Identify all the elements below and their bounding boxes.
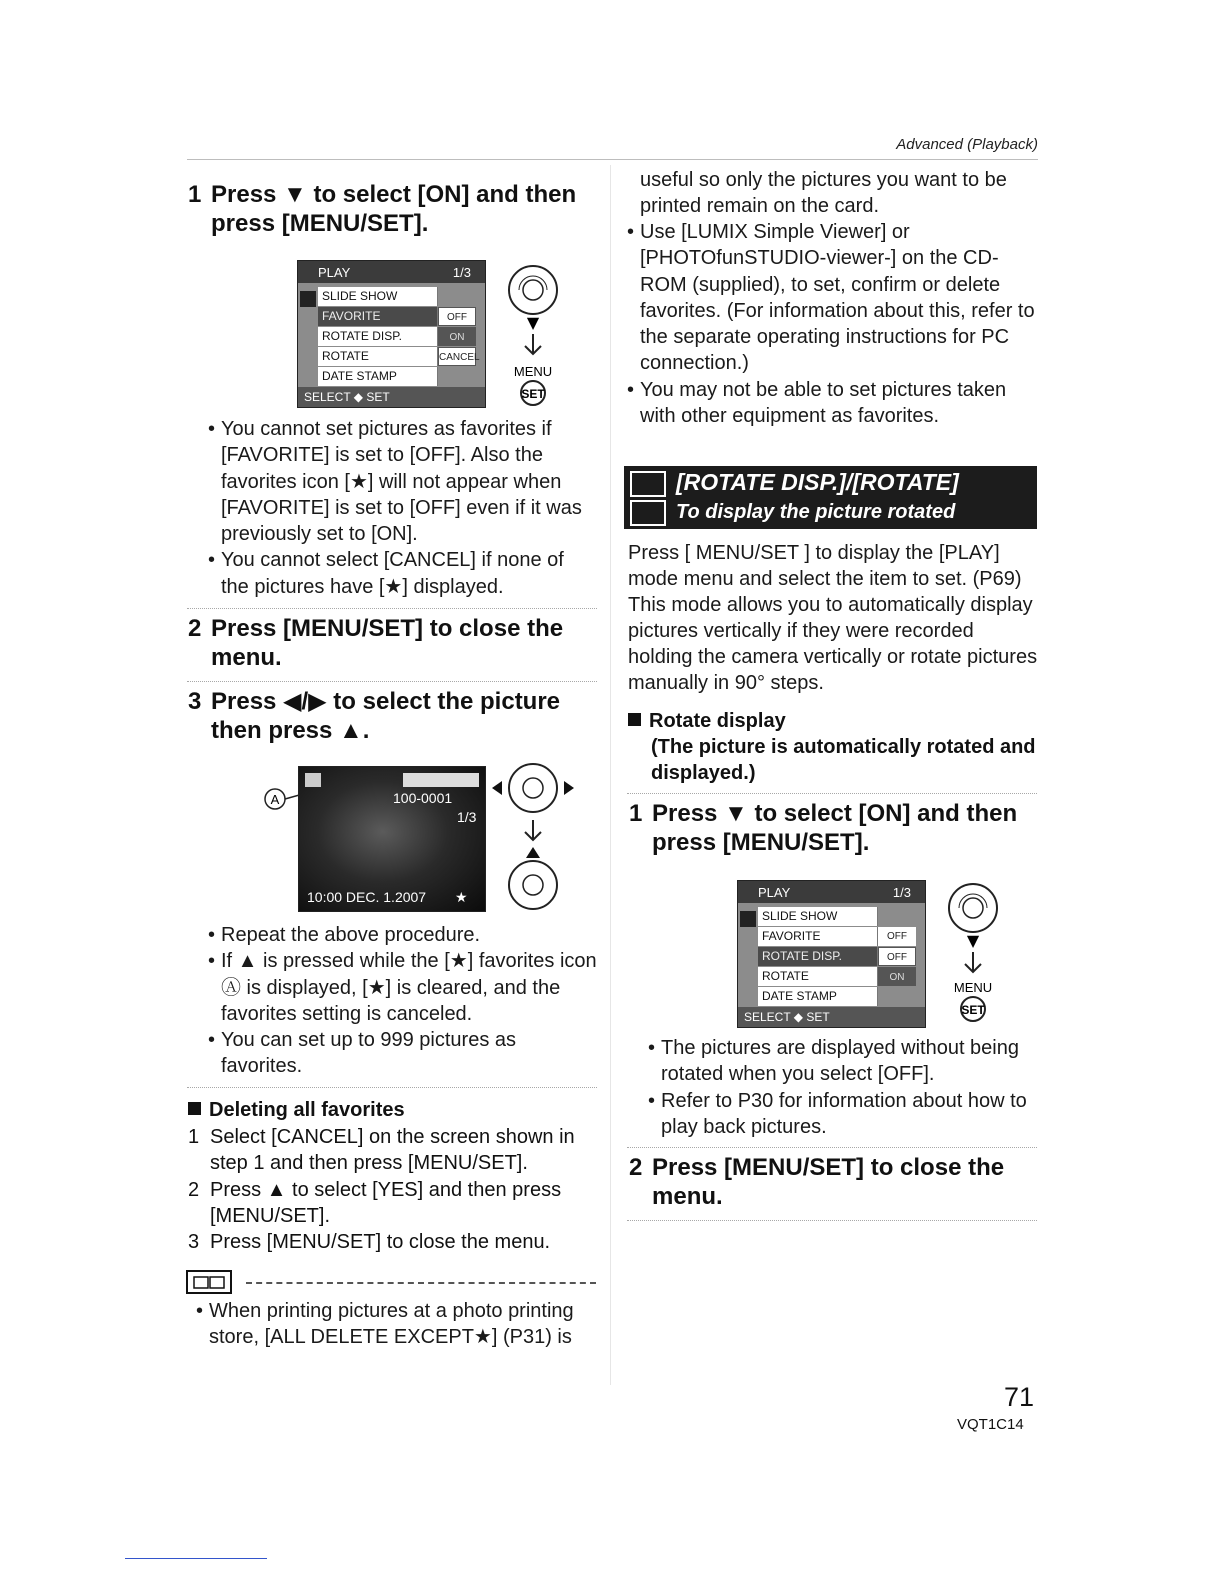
rotate-intro: Press [ MENU/SET ] to display the [PLAY] mode menu and select the item to set. (P69) This mode allows you to automatically display pictures vertically if they were recorded holding the camera vertically or rotate pictures manually in 90° steps.: [628, 542, 1038, 694]
flow-arrow-icon: [965, 952, 981, 972]
right-step-1: [629, 799, 1039, 857]
section-title: [ROTATE DISP.]/[ROTATE]: [676, 469, 959, 495]
bullet-item: • Repeat the above procedure.: [208, 922, 598, 948]
step-text: Press [MENU/SET] to close the menu.: [652, 1154, 1005, 1210]
divider: [187, 608, 597, 609]
heading-text: Deleting all favorites: [209, 1099, 405, 1121]
bullet-item: • Use [LUMIX Simple Viewer] or [PHOTOfunSTUDIO-viewer-] on the CD-ROM (supplied), to set, confirm or delete favorites. (For information about this, refer to the separate operating instructions for PC connection.): [627, 219, 1039, 377]
list-item: 1 Select [CANCEL] on the screen shown in step 1 and then press [MENU/SET].: [188, 1126, 575, 1175]
menu-label: MENU: [953, 980, 993, 995]
bullet-item: • You cannot set pictures as favorites if [FAVORITE] is set to [OFF]. Also the favorites icon [★] will not appear when [FAVORITE] is set to [OFF] even if it was previously set to [ON].: [208, 416, 596, 547]
deleting-steps: [188, 1124, 598, 1255]
menu-item: SLIDE SHOW: [758, 907, 878, 926]
menu-item-selected: FAVORITE: [318, 307, 438, 326]
menu-item-selected: ROTATE DISP.: [758, 947, 878, 966]
continued-text: useful so only the pictures you want to be printed remain on the card.: [640, 169, 1007, 217]
bullet-item: • You can set up to 999 pictures as favorites.: [208, 1027, 598, 1080]
nav-button-diagram-3: [945, 880, 1003, 1030]
cursor-pad-icon: [509, 764, 557, 812]
rotate-display-subheading: (The picture is automatically rotated and displayed.): [651, 736, 1036, 784]
deleting-favorites-heading: [188, 1097, 598, 1123]
menu-page: 1/3: [892, 885, 911, 900]
column-divider: [610, 165, 611, 1385]
right-step-2: [629, 1153, 1039, 1211]
list-item: 2 Press ▲ to select [YES] and then press [MENU/SET].: [188, 1178, 562, 1227]
nav-button-diagram-2: [490, 762, 580, 912]
play-tab-icon: [300, 291, 316, 307]
favorites-pc-notes: [627, 219, 1039, 429]
divider: [187, 1087, 597, 1088]
nav-button-diagram: [505, 262, 563, 412]
set-label: SET: [521, 387, 545, 401]
divider: [187, 681, 597, 682]
square-bullet-icon: [188, 1102, 201, 1115]
step-number: 2: [629, 1154, 643, 1181]
cursor-pad-icon: [949, 884, 997, 932]
option-on: ON: [878, 967, 916, 986]
divider: [627, 1220, 1037, 1221]
down-arrow-icon: ▼: [966, 931, 980, 950]
header-rule: [187, 159, 1038, 160]
heading-text: Rotate display: [649, 710, 786, 732]
rotate-notes: [648, 1035, 1038, 1140]
step-number: 3: [188, 688, 202, 715]
option-off: OFF: [438, 307, 476, 326]
rotate-disp-icon: [630, 471, 666, 497]
left-arrow-icon: [492, 781, 502, 795]
section-header: Advanced (Playback): [896, 136, 1038, 153]
status-icons: [403, 773, 479, 787]
left-step-2: [188, 614, 598, 672]
callout-a: [263, 786, 303, 814]
menu-title: PLAY: [318, 265, 351, 280]
section-subtitle: To display the picture rotated: [676, 501, 956, 523]
option-on: ON: [438, 327, 476, 346]
menu-title-bar: [738, 881, 925, 903]
option-off: OFF: [878, 947, 916, 966]
step-number: 2: [188, 615, 202, 642]
divider: [627, 793, 1037, 794]
menu-footer: SELECT ◆ SET: [738, 1007, 925, 1027]
step-number: 1: [629, 800, 643, 827]
menu-item: ROTATE: [758, 967, 878, 986]
favorite-star-icon: ★: [455, 889, 468, 905]
menu-item: ROTATE: [318, 347, 438, 366]
playback-photo-screenshot: [298, 766, 486, 912]
rotate-icon: [630, 500, 666, 526]
bullet-item: • If ▲ is pressed while the [★] favorites icon Ⓐ is displayed, [★] is cleared, and the favorites setting is canceled.: [208, 948, 598, 1027]
note-bullets: [196, 1298, 598, 1351]
up-arrow-icon: [526, 847, 540, 858]
page-number: 71: [1004, 1382, 1035, 1412]
photo-datetime: 10:00 DEC. 1.2007: [307, 889, 427, 905]
divider: [627, 1147, 1037, 1148]
bullets-favorite-notes: [208, 416, 596, 600]
option-cancel: CANCEL: [438, 347, 476, 366]
note-icon: [186, 1270, 236, 1296]
set-label: SET: [961, 1003, 985, 1017]
bullets-procedure-notes: [208, 922, 598, 1080]
left-step-1: [188, 180, 598, 238]
menu-label: MENU: [513, 364, 553, 379]
menu-list: [298, 283, 485, 387]
flow-arrow-icon: [525, 820, 541, 840]
bullet-item: • The pictures are displayed without being rotated when you select [OFF].: [648, 1035, 1038, 1088]
play-tab-icon: [740, 911, 756, 927]
step-text: Press ▼ to select [ON] and then press [MENU/SET].: [211, 181, 577, 237]
menu-title: PLAY: [758, 885, 791, 900]
step-text: Press ▼ to select [ON] and then press [MENU/SET].: [652, 800, 1018, 856]
note-dashed-rule: [246, 1282, 596, 1284]
menu-item: FAVORITE: [758, 927, 878, 946]
bottom-link-rule: [125, 1558, 267, 1559]
list-item: 3 Press [MENU/SET] to close the menu.: [188, 1231, 551, 1254]
section-banner: [624, 466, 1037, 529]
down-arrow-icon: ▼: [526, 313, 540, 332]
callout-label: A: [270, 792, 280, 807]
menu-page: 1/3: [452, 265, 471, 280]
picture-count: 1/3: [457, 809, 477, 825]
favorite-value: OFF: [878, 927, 916, 946]
step-text: Press [MENU/SET] to close the menu.: [211, 615, 564, 671]
step-number: 1: [188, 181, 202, 208]
cursor-pad-icon: [509, 266, 557, 314]
menu-list: [738, 903, 925, 1007]
menu-screenshot-rotate: [737, 880, 926, 1028]
bullet-item: • You may not be able to set pictures taken with other equipment as favorites.: [627, 377, 1039, 430]
bullet-item: • Refer to P30 for information about how to play back pictures.: [648, 1088, 1038, 1141]
file-number: 100-0001: [393, 790, 453, 806]
left-step-3: [188, 687, 598, 745]
menu-item: DATE STAMP: [758, 987, 878, 1006]
cursor-pad-icon: [509, 861, 557, 909]
step-text: Press ◀/▶ to select the picture then press ▲.: [211, 688, 561, 744]
rotate-display-heading: [628, 708, 1038, 734]
model-code: VQT1C14: [957, 1416, 1024, 1433]
play-mode-icon: [305, 773, 321, 787]
square-bullet-icon: [628, 713, 641, 726]
menu-screenshot-favorite: [297, 260, 486, 408]
menu-title-bar: [298, 261, 485, 283]
flow-arrow-icon: [525, 334, 541, 354]
bullet-item: • You cannot select [CANCEL] if none of the pictures have [★] displayed.: [208, 547, 596, 600]
bullet-item: • When printing pictures at a photo printing store, [ALL DELETE EXCEPT★] (P31) is: [196, 1298, 598, 1351]
menu-item: DATE STAMP: [318, 367, 438, 386]
right-arrow-icon: [564, 781, 574, 795]
menu-footer: SELECT ◆ SET: [298, 387, 485, 407]
menu-item: SLIDE SHOW: [318, 287, 438, 306]
menu-item: ROTATE DISP.: [318, 327, 438, 346]
